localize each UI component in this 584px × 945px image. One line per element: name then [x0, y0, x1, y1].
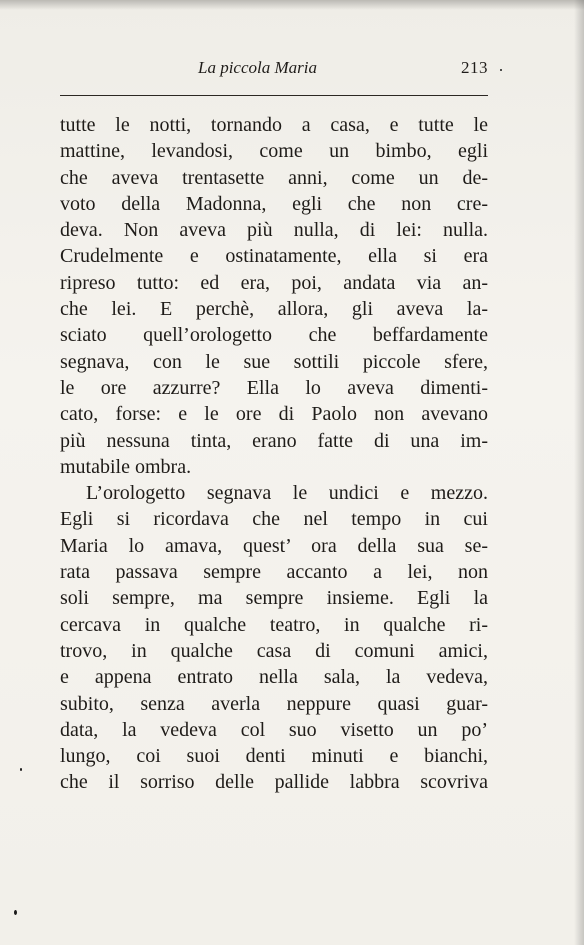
text-line: le ore azzurre? Ella lo aveva dimenti- — [60, 376, 488, 399]
text-line: e appena entrato nella sala, la vedeva, — [60, 666, 488, 689]
ink-speck — [14, 910, 17, 915]
running-header — [60, 58, 488, 84]
scan-right-edge — [574, 0, 584, 945]
text-line: L’orologetto segnava le undici e mezzo. — [86, 482, 488, 505]
text-line: che lei. E perchè, allora, gli aveva la- — [60, 298, 488, 321]
text-line: rata passava sempre accanto a lei, non — [60, 561, 488, 584]
text-line: deva. Non aveva più nulla, di lei: nulla. — [60, 219, 488, 242]
text-line: che aveva trentasette anni, come un de- — [60, 166, 488, 189]
text-line: cercava in qualche teatro, in qualche ri- — [60, 613, 488, 636]
paragraph-2 — [60, 480, 488, 796]
body-text — [60, 112, 488, 796]
text-line: lungo, coi suoi denti minuti e bianchi, — [60, 745, 488, 768]
header-rule — [60, 95, 488, 96]
paragraph-1 — [60, 112, 488, 480]
text-line: più nessuna tinta, erano fatte di una im- — [60, 429, 488, 452]
running-title: La piccola Maria — [198, 58, 317, 77]
text-line: ripreso tutto: ed era, poi, andata via an- — [60, 271, 488, 294]
text-line: tutte le notti, tornando a casa, e tutte le — [60, 114, 488, 136]
text-line: mutabile ombra. — [60, 455, 192, 478]
text-line: sciato quell’orologetto che beffardamente — [60, 324, 488, 347]
text-line: Crudelmente e ostinatamente, ella si era — [60, 245, 488, 268]
text-line: mattine, levandosi, come un bimbo, egli — [60, 140, 488, 163]
ink-speck — [20, 768, 22, 771]
text-line: trovo, in qualche casa di comuni amici, — [60, 639, 488, 662]
text-line: voto della Madonna, egli che non cre- — [60, 192, 488, 215]
text-line: data, la vedeva col suo visetto un po’ — [60, 718, 488, 741]
page-number: 213 — [461, 58, 488, 77]
text-line: soli sempre, ma sempre insieme. Egli la — [60, 587, 488, 610]
ink-speck — [500, 69, 502, 71]
text-line: Egli si ricordava che nel tempo in cui — [60, 508, 488, 531]
text-line: Maria lo amava, quest’ ora della sua se- — [60, 534, 488, 557]
text-line: segnava, con le sue sottili piccole sfere, — [60, 350, 488, 373]
scan-top-shadow — [0, 0, 584, 10]
text-line: subito, senza averla neppure quasi guar- — [60, 692, 488, 715]
text-line: che il sorriso delle pallide labbra scovriva — [60, 771, 488, 794]
text-line: cato, forse: e le ore di Paolo non avevano — [60, 403, 488, 426]
